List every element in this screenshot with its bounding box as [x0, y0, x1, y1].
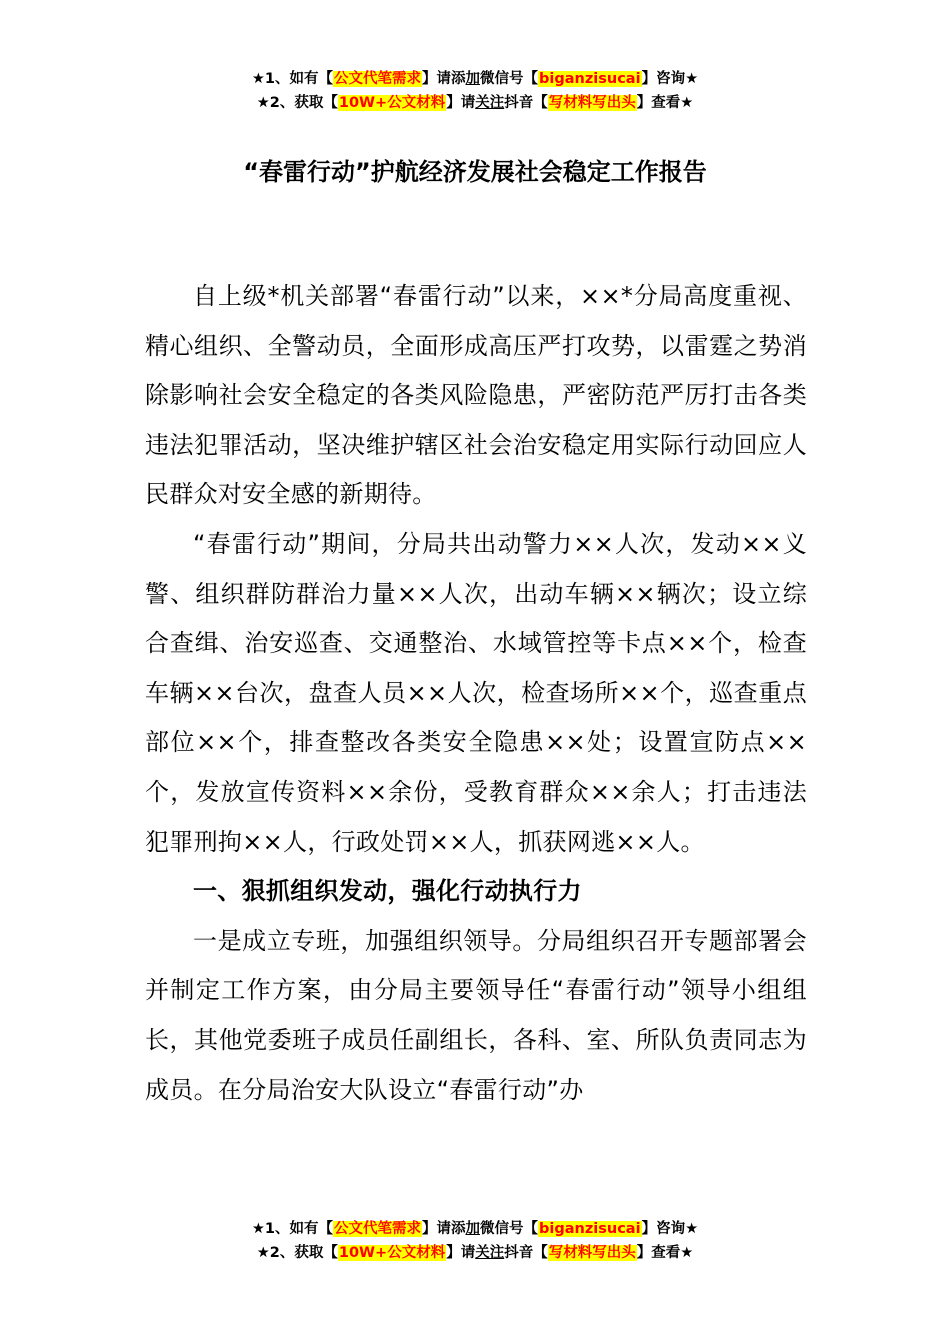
promo-text: ★2、获取【 [256, 1245, 338, 1261]
body-paragraph: “春雷行动”期间，分局共出动警力××人次，发动××义警、组织群防群治力量××人次，出动车辆××辆次；设立综合查缉、治安巡查、交通整治、水域管控等卡点××个，检查车辆××台次，盘查人员××人次，检查场所××个，巡查重点部位××个，排查整改各类安全隐患××处；设置宣防点××个，发放宣传资料××余份，受教育群众××余人；打击违法犯罪刑拘××人，行政处罚××人，抓获网逃××人。 [145, 529, 807, 856]
promo-text: 】查看★ [636, 95, 694, 111]
promo-emphasis: 加 [465, 71, 481, 87]
promo-text: ★1、如有【 [251, 1221, 334, 1237]
section-heading: 一、狠抓组织发动，强化行动执行力 [193, 877, 582, 906]
promo-text: 】查看★ [636, 1245, 694, 1261]
wechat-id-highlight: biganzisucai [539, 1221, 641, 1237]
promo-text: 】请添 [422, 71, 466, 87]
body-paragraph: 一是成立专班，加强组织领导。分局组织召开专题部署会并制定工作方案，由分局主要领导任“春雷行动”领导小组组长，其他党委班子成员任副组长，各科、室、所队负责同志为成员。在分局治安大队设立“春雷行动”办 [145, 926, 807, 1104]
promo-text: 抖音【 [504, 95, 548, 111]
promo-highlight: 公文代笔需求 [334, 1221, 422, 1237]
douyin-account-highlight: 写材料写出头 [548, 1245, 636, 1261]
wechat-id-highlight: biganzisucai [539, 71, 641, 87]
promo-text: 】请添 [422, 1221, 466, 1237]
document-title: “春雷行动”护航经济发展社会稳定工作报告 [243, 158, 707, 186]
promo-text: 】请 [446, 95, 476, 111]
promo-text: 】咨询★ [641, 71, 699, 87]
promo-text: ★1、如有【 [251, 71, 334, 87]
promo-text: 】咨询★ [641, 1221, 699, 1237]
promo-text: 】请 [446, 1245, 476, 1261]
promo-line-2 [0, 1241, 950, 1265]
promo-text: 微信号【 [480, 71, 539, 87]
promo-highlight: 10W+公文材料 [338, 95, 446, 111]
promo-line-1 [0, 67, 950, 91]
promo-banner-bottom [0, 1217, 950, 1265]
promo-text: 微信号【 [480, 1221, 539, 1237]
promo-banner-top [0, 67, 950, 115]
promo-highlight: 公文代笔需求 [334, 71, 422, 87]
promo-emphasis: 关注 [475, 1245, 505, 1261]
promo-text: 抖音【 [504, 1245, 548, 1261]
promo-line-2 [0, 91, 950, 115]
body-paragraph: 自上级*机关部署“春雷行动”以来，××*分局高度重视、精心组织、全警动员，全面形成高压严打攻势，以雷霆之势消除影响社会安全稳定的各类风险隐患，严密防范严厉打击各类违法犯罪活动，坚决维护辖区社会治安稳定用实际行动回应人民群众对安全感的新期待。 [145, 282, 807, 509]
promo-emphasis: 关注 [475, 95, 505, 111]
document-body [145, 272, 807, 1115]
promo-text: ★2、获取【 [256, 95, 338, 111]
promo-line-1 [0, 1217, 950, 1241]
promo-emphasis: 加 [465, 1221, 481, 1237]
douyin-account-highlight: 写材料写出头 [548, 95, 636, 111]
promo-highlight: 10W+公文材料 [338, 1245, 446, 1261]
